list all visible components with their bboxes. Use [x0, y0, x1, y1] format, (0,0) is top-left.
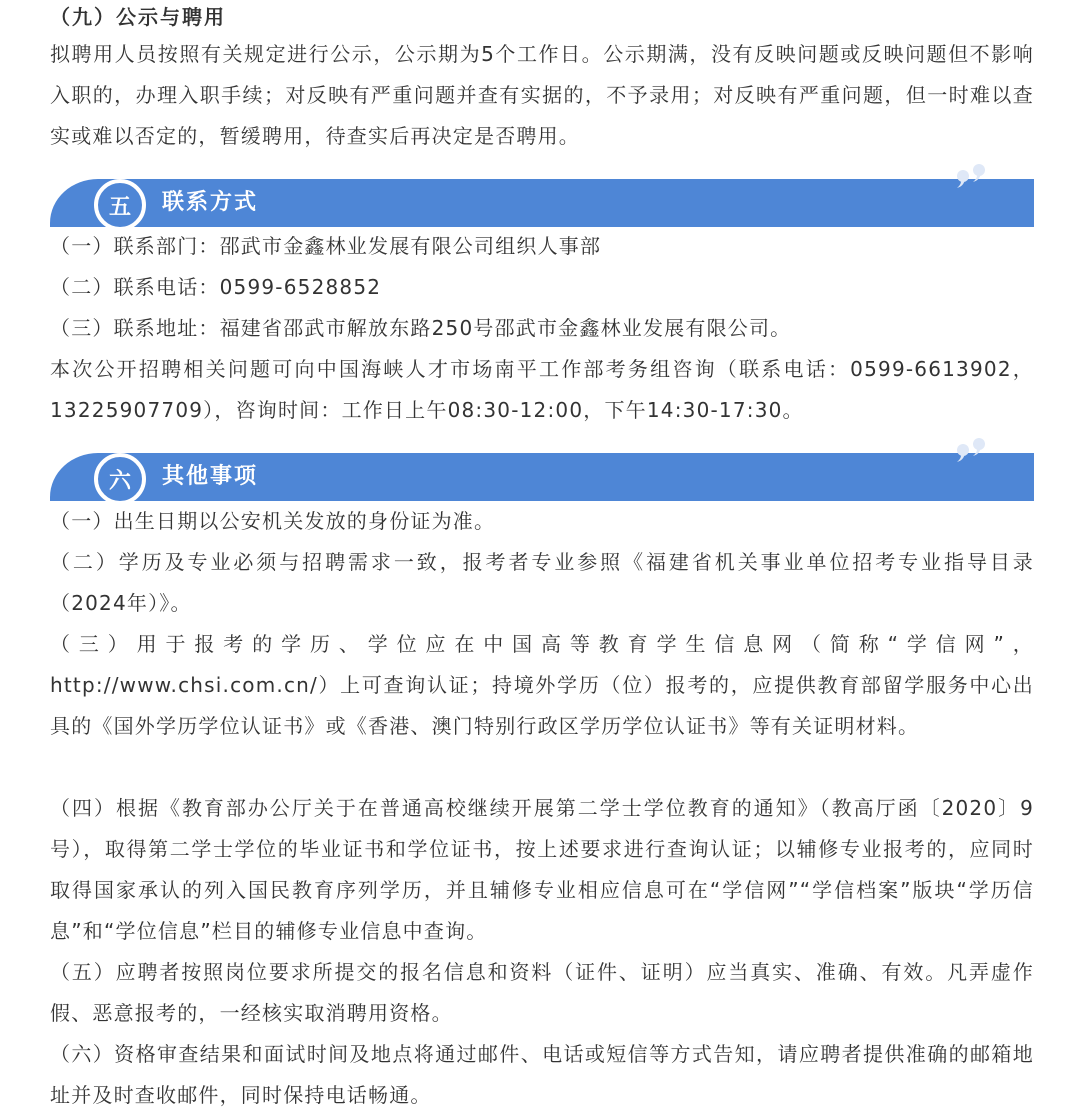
banner-number: 六 [100, 459, 140, 499]
quote-mark-icon [952, 159, 992, 189]
quote-mark-icon [952, 433, 992, 463]
banner-title: 联系方式 [162, 190, 259, 215]
disclosure-paragraph: 拟聘用人员按照有关规定进行公示，公示期为5个工作日。公示期满，没有反映问题或反映问题但不影响入职的，办理入职手续；对反映有严重问题并查有实据的，不予录用；对反映有严重问题，但一时难以查实或难以否定的，暂缓聘用，待查实后再决定是否聘用。 [50, 42, 1034, 148]
section-banner-contact [50, 179, 1034, 227]
contact-phone: （二）联系电话：0599-6528852 [50, 275, 382, 299]
banner-number-badge [94, 453, 146, 505]
contact-department: （一）联系部门：邵武市金鑫林业发展有限公司组织人事部 [50, 234, 602, 258]
contact-address: （三）联系地址：福建省邵武市解放东路250号邵武市金鑫林业发展有限公司。 [50, 316, 792, 340]
other-item-2: （二）学历及专业必须与招聘需求一致，报考者专业参照《福建省机关事业单位招考专业指导目录（2024年）》。 [50, 550, 1034, 615]
section-banner-other [50, 453, 1034, 501]
banner-number: 五 [100, 185, 140, 225]
other-item-6: （六）资格审查结果和面试时间及地点将通过邮件、电话或短信等方式告知，请应聘者提供准确的邮箱地址并及时查收邮件，同时保持电话畅通。 [50, 1042, 1034, 1107]
other-item-3: （三）用于报考的学历、学位应在中国高等教育学生信息网（简称“学信网”，http://www.chsi.com.cn/）上可查询认证；持境外学历（位）报考的，应提供教育部留学服务中心出具的《国外学历学位认证书》或《香港、澳门特别行政区学历学位认证书》等有关证明材料。 [50, 632, 1034, 738]
other-item-5: （五）应聘者按照岗位要求所提交的报名信息和资料（证件、证明）应当真实、准确、有效。凡弄虚作假、恶意报考的，一经核实取消聘用资格。 [50, 960, 1034, 1025]
banner-title: 其他事项 [162, 464, 259, 489]
banner-number-badge [94, 179, 146, 231]
section-heading-disclosure: （九）公示与聘用 [50, 5, 226, 29]
other-item-4: （四）根据《教育部办公厅关于在普通高校继续开展第二学士学位教育的通知》（教高厅函〔2020〕9号），取得第二学士学位的毕业证书和学位证书，按上述要求进行查询认证；以辅修专业报考的，应同时取得国家承认的列入国民教育序列学历，并且辅修专业相应信息可在“学信网”“学信档案”版块“学历信息”和“学位信息”栏目的辅修专业信息中查询。 [50, 796, 1034, 943]
consultation-note: 本次公开招聘相关问题可向中国海峡人才市场南平工作部考务组咨询（联系电话：0599-6613902，13225907709），咨询时间：工作日上午08:30-12:00，下午14:30-17:30。 [50, 357, 1034, 422]
other-item-1: （一）出生日期以公安机关发放的身份证为准。 [50, 509, 496, 533]
